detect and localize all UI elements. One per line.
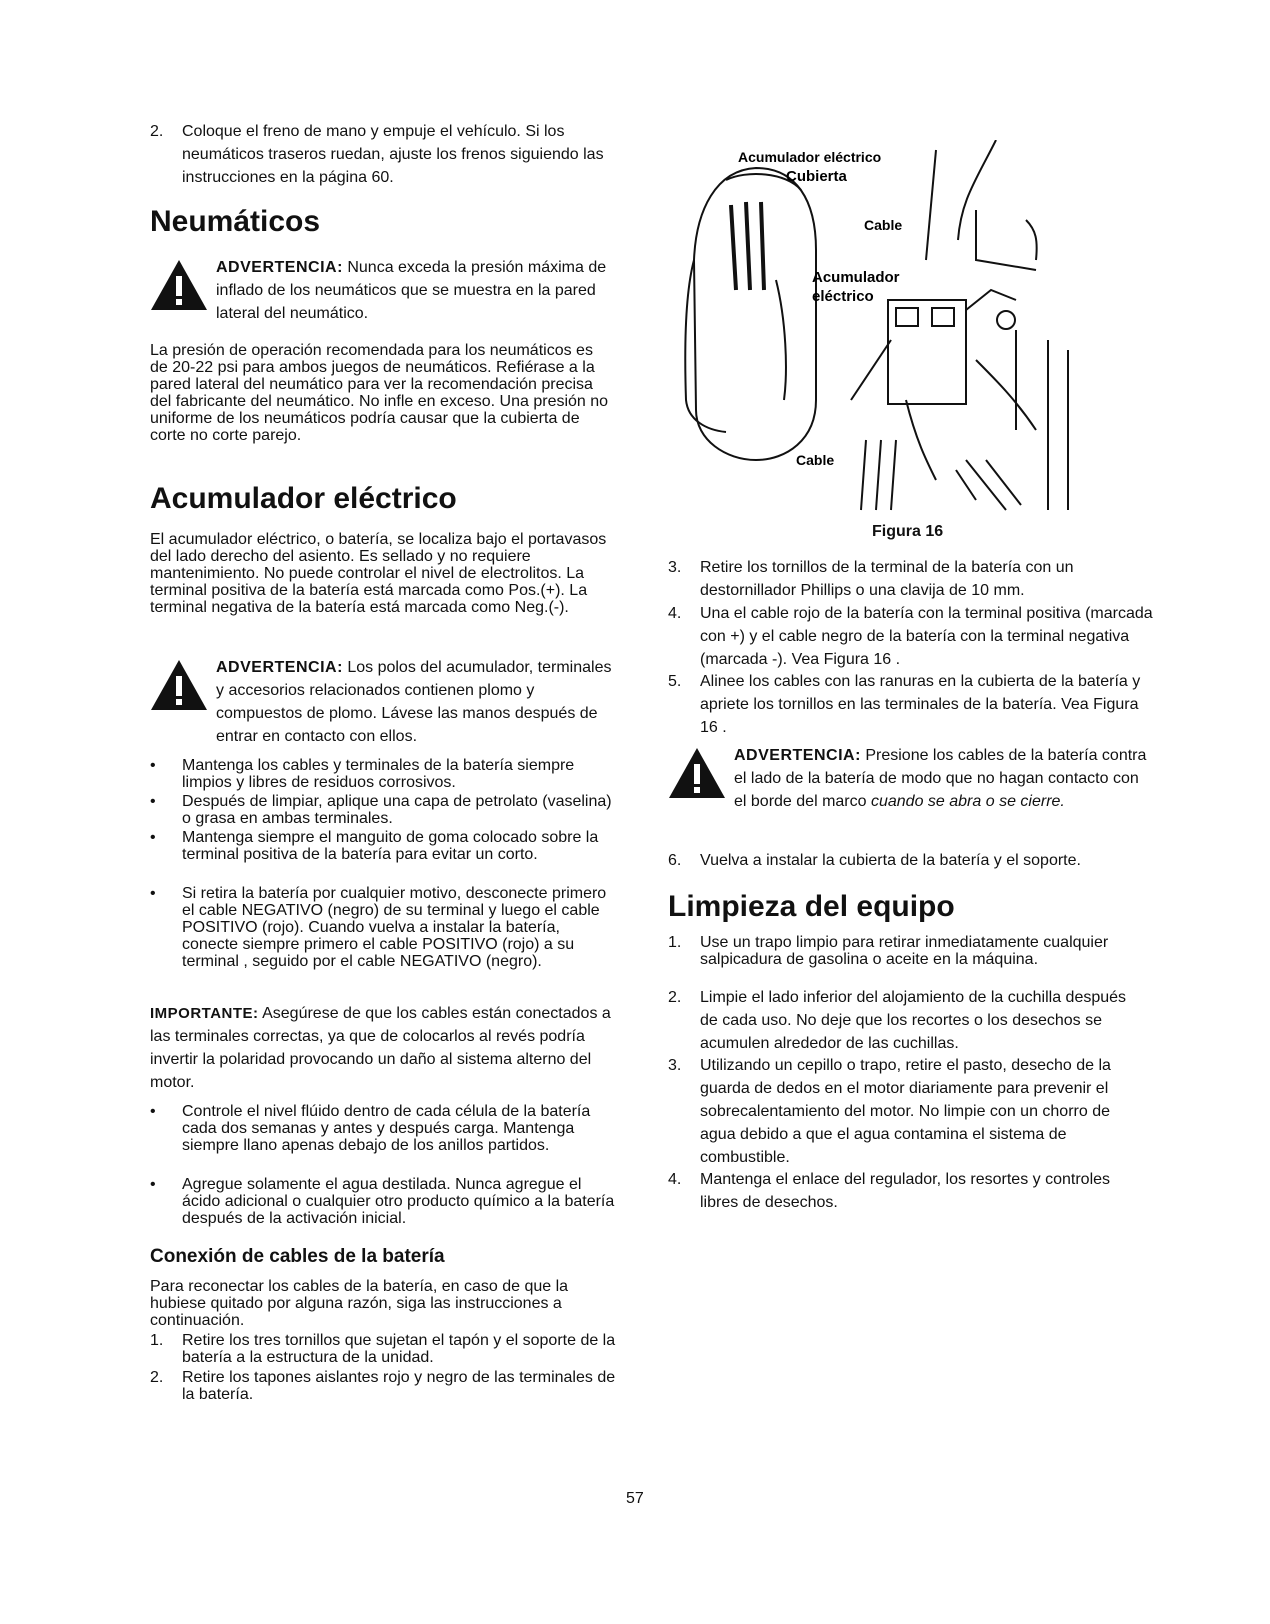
figure-label: Cable: [864, 217, 903, 233]
warning-italic-text: cuando se abra o se cierre.: [870, 793, 1065, 810]
figure-label: eléctrico: [812, 288, 874, 305]
figure-label: Acumulador: [812, 269, 900, 286]
numbered-item: 1. Use un trapo limpio para retirar inmediatamente cualquier salpicadura de gasolina o aceite en la máquina.: [668, 934, 1109, 968]
numbered-item: 3. Utilizando un cepillo o trapo, retire el pasto, desecho de la guarda de dedos en el motor diariamente para prevenir el sobrecalentamiento del motor. No limpie con un chorro de agua debido a que el agua contamina el sistema de combustible.: [668, 1057, 1111, 1166]
warning-neumaticos: [150, 256, 620, 325]
bullet-item: • Después de limpiar, aplique una capa de petrolato (vaselina) o grasa en ambas terminales.: [150, 793, 612, 827]
numbered-item: 2. Retire los tapones aislantes rojo y negro de las terminales de la batería.: [150, 1369, 616, 1403]
warning-icon: [150, 258, 216, 316]
warning-cables: [668, 744, 1148, 813]
page-number: 57: [626, 1490, 644, 1507]
bullet-item: • Si retira la batería por cualquier motivo, desconecte primero el cable NEGATIVO (negro) de su terminal y luego el cable POSITIVO (rojo). Cuando vuelva a instalar la batería, conecte siempre primero el cable POSITIVO (rojo) a su terminal , seguido por el cable NEGATIVO (negro).: [150, 885, 607, 970]
numbered-item: 2. Limpie el lado inferior del alojamiento de la cuchilla después de cada uso. No deje que los recortes o los desechos se acumulen alrededor de las cuchillas.: [668, 989, 1127, 1052]
heading-conexion: Conexión de cables de la batería: [150, 1246, 445, 1267]
numbered-item: 5. Alinee los cables con las ranuras en la cubierta de la batería y apriete los tornillos en las terminales de la batería. Vea Figura 16 .: [668, 673, 1141, 736]
item-number: 2.: [150, 123, 164, 140]
importante-note: [150, 1002, 620, 1094]
conexion-paragraph: Para reconectar los cables de la batería, en caso de que la hubiese quitado por alguna razón, siga las instrucciones a continuación.: [150, 1278, 569, 1329]
bullet-item: • Mantenga los cables y terminales de la batería siempre limpios y libres de residuos corrosivos.: [150, 757, 575, 791]
warning-label: ADVERTENCIA:: [734, 747, 861, 764]
warning-icon: [668, 746, 734, 804]
figure-label: Cubierta: [786, 168, 847, 185]
figure-caption: Figura 16: [872, 523, 944, 540]
figure-label: Acumulador eléctrico: [738, 149, 882, 165]
importante-label: IMPORTANTE:: [150, 1005, 259, 1022]
neumaticos-paragraph: La presión de operación recomendada para los neumáticos es de 20-22 psi para ambos juegos de neumáticos. Refiérase a la pared lateral del neumático para ver la recomendación precisa del fabricante del neumático. No infle en exceso. Una presión no uniforme de los neumáticos podría causar que la cubierta de corte no corte parejo.: [150, 342, 609, 444]
heading-neumaticos: Neumáticos: [150, 205, 321, 238]
numbered-item: 4. Una el cable rojo de la batería con la terminal positiva (marcada con +) y el cable negro de la batería con la terminal negativa (marcada -). Vea Figura 16 .: [668, 605, 1153, 668]
figure-label: Cable: [796, 452, 835, 468]
warning-label: ADVERTENCIA:: [216, 259, 343, 276]
numbered-item: 3. Retire los tornillos de la terminal de la batería con un destornillador Phillips o una clavija de 10 mm.: [668, 559, 1074, 599]
warning-text: Los polos del acumulador, terminales y accesorios relacionados contienen plomo y compuestos de plomo. Lávese las manos después de entrar en contacto con ellos.: [216, 659, 612, 745]
bullet-item: • Controle el nivel flúido dentro de cada célula de la batería cada dos semanas y antes y después carga. Mantenga siempre llano apenas debajo de los anillos partidos.: [150, 1103, 591, 1154]
warning-acumulador: [150, 656, 620, 748]
figure-16-battery-illustration: [676, 140, 1086, 520]
bullet-item: • Mantenga siempre el manguito de goma colocado sobre la terminal positiva de la batería para evitar un corto.: [150, 829, 599, 863]
importante-text: Asegúrese de que los cables están conectados a las terminales correctas, ya que de colocarlos al revés podría invertir la polaridad provocando un daño al sistema alterno del motor.: [150, 1005, 611, 1091]
warning-text: Nunca exceda la presión máxima de inflado de los neumáticos que se muestra en la pared lateral del neumático.: [216, 259, 607, 322]
warning-icon: [150, 658, 216, 716]
numbered-item: 4. Mantenga el enlace del regulador, los resortes y controles libres de desechos.: [668, 1171, 1111, 1211]
bullet-item: • Agregue solamente el agua destilada. Nunca agregue el ácido adicional o cualquier otro producto químico a la batería después de la activación inicial.: [150, 1176, 615, 1227]
top-numbered-item: [150, 120, 620, 189]
heading-acumulador: Acumulador eléctrico: [150, 482, 457, 515]
numbered-item: 6. Vuelva a instalar la cubierta de la batería y el soporte.: [668, 852, 1081, 869]
acumulador-paragraph: El acumulador eléctrico, o batería, se localiza bajo el portavasos del lado derecho del asiento. Es sellado y no requiere mantenimiento. No puede controlar el nivel de electrolitos. La terminal positiva de la batería está marcada como Pos.(+). La terminal negativa de la batería está marcada como Neg.(-).: [150, 531, 607, 616]
item-text: Coloque el freno de mano y empuje el vehículo. Si los neumáticos traseros ruedan, ajuste los frenos siguiendo las instrucciones en la página 60.: [182, 123, 604, 186]
warning-text: Presione los cables de la batería contra el lado de la batería de modo que no hagan contacto con el borde del marco: [734, 747, 1147, 810]
numbered-item: 1. Retire los tres tornillos que sujetan el tapón y el soporte de la batería a la estructura de la unidad.: [150, 1332, 616, 1366]
warning-label: ADVERTENCIA:: [216, 659, 343, 676]
heading-limpieza: Limpieza del equipo: [668, 890, 955, 923]
